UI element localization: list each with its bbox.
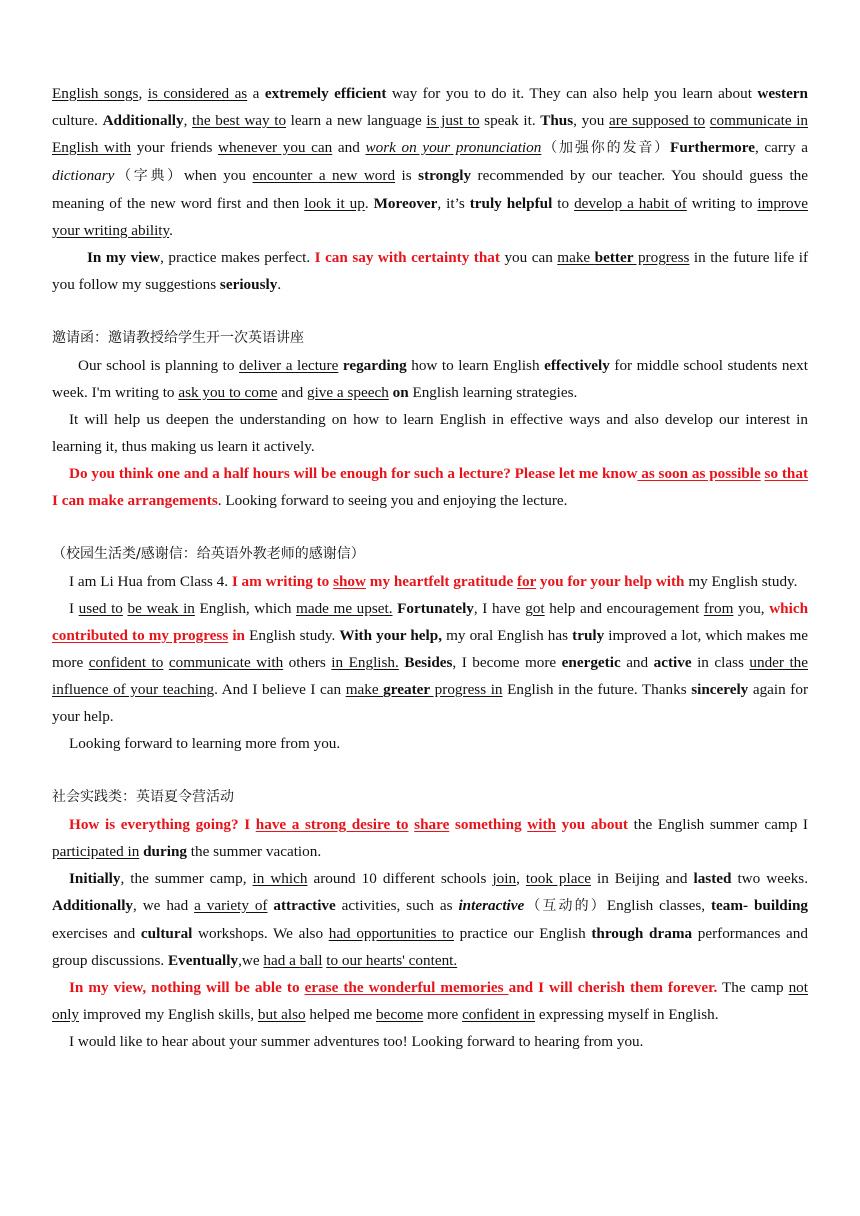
phrase: in which [252, 870, 308, 887]
highlight-phrase: for [517, 573, 537, 590]
text: English in the future. Thanks [502, 681, 692, 698]
phrase: look it up [304, 195, 365, 212]
text: in the future life if you follow my suggestions [52, 249, 809, 293]
keyword: With your help, [339, 627, 442, 644]
keyword: extremely efficient [264, 85, 387, 102]
keyword: Eventually [168, 952, 239, 969]
text: is [395, 167, 419, 184]
keyword: greater [383, 681, 431, 698]
phrase: deliver a lecture [239, 357, 339, 374]
paragraph-invitation-closing [52, 460, 808, 514]
text: you can [499, 249, 558, 266]
text: writing to [686, 195, 758, 212]
paragraph-camp-activities [52, 865, 808, 974]
keyword: cultural [140, 925, 193, 942]
text: helped me [305, 1006, 377, 1023]
text: and [277, 384, 307, 401]
phrase: made me upset. [296, 600, 393, 617]
phrase: encounter a new word [252, 167, 396, 184]
text: , the summer camp, [120, 870, 253, 887]
text: a [247, 85, 265, 102]
highlight-sentence: my heartfelt gratitude [366, 573, 517, 590]
highlight-sentence: I can make arrangements [52, 492, 218, 509]
chinese-gloss: （互动的） [524, 898, 607, 914]
paragraph-camp-closing: I would like to hear about your summer adventures too! Looking forward to hearing from you. [69, 1033, 644, 1050]
phrase: from [703, 600, 734, 617]
text: speak it. [479, 112, 541, 129]
text: way for you to do it. They can also help you learn about [386, 85, 758, 102]
text: in Beijing and [590, 870, 694, 887]
text: recommended by our teacher. You should guess the meaning of the new word first and then [52, 167, 808, 212]
highlight-phrase: show [333, 573, 366, 590]
text: I [69, 600, 79, 617]
phrase: give a speech [306, 384, 389, 401]
paragraph-learning-tips [52, 80, 808, 244]
phrase: become [376, 1006, 424, 1023]
highlight-sentence: which [769, 600, 809, 617]
keyword: better [594, 249, 634, 266]
text: , [183, 112, 193, 129]
text: my English study. [684, 573, 798, 590]
keyword: Thus [540, 112, 574, 129]
highlight-sentence: I can say with certainty that [314, 249, 500, 266]
keyword: truly helpful [469, 195, 553, 212]
text: , we had [133, 897, 195, 914]
keyword: active [653, 654, 692, 671]
keyword: western [757, 85, 808, 102]
phrase: confident in [462, 1006, 536, 1023]
keyword: Moreover [373, 195, 438, 212]
text: . [169, 222, 173, 239]
highlight-sentence: How is everything going? I [69, 816, 256, 833]
phrase: is just to [426, 112, 480, 129]
text: when you [183, 167, 253, 184]
paragraph-thanks-body [52, 595, 808, 730]
text: more [423, 1006, 463, 1023]
keyword-italic: dictionary [52, 167, 115, 184]
phrase: communicate in English with [52, 112, 809, 156]
text: performances and group discussions. [52, 925, 808, 969]
text: exercises and [52, 925, 141, 942]
text: English study. [245, 627, 340, 644]
keyword: sincerely [691, 681, 749, 698]
text: expressing myself in English. [535, 1006, 719, 1023]
paragraph-invitation-benefit: It will help us deepen the understanding on how to learn English in effective ways and also develop our interest in learning it, thus making us learn it actively. [52, 411, 808, 455]
keyword: effectively [544, 357, 610, 374]
highlight-sentence: In my view, nothing will be able to [69, 979, 305, 996]
text: around 10 different schools [307, 870, 493, 887]
phrase: not only [52, 979, 808, 1023]
highlight-phrase: erase the wonderful memories [304, 979, 509, 996]
highlight-phrase: as soon as possible [637, 465, 761, 482]
chinese-gloss: （字典） [114, 168, 184, 184]
text: learn a new language [286, 112, 427, 129]
phrase: in English. [331, 654, 399, 671]
section-heading-invitation: 邀请函：邀请教授给学生开一次英语讲座 [52, 330, 304, 346]
text: . Looking forward to seeing you and enjoying the lecture. [217, 492, 568, 509]
keyword: Besides [404, 654, 453, 671]
keyword: on [392, 384, 409, 401]
phrase: make [557, 249, 595, 266]
keyword: strongly [418, 167, 472, 184]
phrase: make [345, 681, 384, 698]
phrase: but also [257, 1006, 306, 1023]
text: in class [691, 654, 750, 671]
spacer [52, 298, 808, 325]
text: others [283, 654, 332, 671]
section-heading-summer-camp: 社会实践类：英语夏令营活动 [52, 789, 234, 805]
text: English classes, [606, 897, 711, 914]
highlight-phrase: share [414, 816, 450, 833]
paragraph-camp-reflection [52, 974, 808, 1028]
keyword: lasted [693, 870, 732, 887]
text: the English summer camp I [628, 816, 808, 833]
text: culture. [52, 112, 103, 129]
spacer [52, 514, 808, 541]
text: help and encouragement [544, 600, 704, 617]
paragraph-conclusion [52, 244, 808, 298]
text: for middle school students next week. I'm writing to [52, 357, 808, 401]
phrase: whenever you can [218, 139, 333, 156]
phrase: had opportunities to [328, 925, 454, 942]
keyword: In my view [87, 249, 161, 266]
phrase: got [525, 600, 545, 617]
keyword: energetic [561, 654, 621, 671]
phrase: is considered as [147, 85, 248, 102]
phrase: English songs [52, 85, 139, 102]
text: improved my English skills, [79, 1006, 258, 1023]
highlight-sentence: you about [555, 816, 628, 833]
spacer [52, 757, 808, 784]
phrase: communicate with [168, 654, 284, 671]
text: , [516, 870, 526, 887]
text: The camp [717, 979, 789, 996]
phrase: be weak in [127, 600, 195, 617]
keyword: during [143, 843, 187, 860]
section-heading-thank-you: （校园生活类/感谢信：给英语外教老师的感谢信） [52, 546, 365, 562]
phrase: improve your writing ability [52, 195, 808, 239]
phrase: are supposed to [609, 112, 706, 129]
paragraph-invitation-intro [52, 352, 808, 406]
keyword: seriously [219, 276, 278, 293]
paragraph-thanks-intro [52, 568, 808, 595]
highlight-sentence: I am writing to [231, 573, 334, 590]
phrase: to our hearts' content. [326, 952, 458, 969]
text: , practice makes perfect. [160, 249, 315, 266]
keyword: Furthermore [670, 139, 755, 156]
keyword: attractive [273, 897, 336, 914]
text: , it’s [437, 195, 470, 212]
text: and [332, 139, 366, 156]
text: again for your help. [52, 681, 809, 725]
phrase: the best way to [192, 112, 287, 129]
keyword: Initially [69, 870, 121, 887]
keyword: truly [572, 627, 605, 644]
keyword: team- building [710, 897, 808, 914]
phrase: confident to [88, 654, 164, 671]
text: my oral English has [442, 627, 573, 644]
highlight-sentence: and I will cherish them forever. [508, 979, 718, 996]
phrase: used to [78, 600, 123, 617]
phrase: progress in [430, 681, 503, 698]
document-page [52, 80, 808, 1055]
text: to [552, 195, 575, 212]
text: activities, such as [335, 897, 459, 914]
text: . [364, 195, 374, 212]
text: the summer vacation. [187, 843, 322, 860]
keyword: regarding [342, 357, 407, 374]
highlight-phrase: with [527, 816, 556, 833]
phrase: work on your pronunciation [365, 139, 542, 156]
paragraph-camp-intro [52, 811, 808, 865]
text: improved a lot, which makes me more [52, 627, 809, 671]
text: practice our English [453, 925, 592, 942]
keyword: Fortunately [397, 600, 474, 617]
text: you, [733, 600, 770, 617]
text: ,we [238, 952, 264, 969]
chinese-gloss: （加强你的发音） [541, 140, 671, 156]
paragraph-thanks-closing: Looking forward to learning more from you. [69, 735, 341, 752]
phrase: participated in [52, 843, 140, 860]
highlight-phrase: so that [764, 465, 809, 482]
keyword-italic: interactive [458, 897, 525, 914]
text: , I become more [452, 654, 562, 671]
highlight-phrase: contributed to my progress [52, 627, 229, 644]
text: how to learn English [406, 357, 545, 374]
highlight-sentence: in [228, 627, 246, 644]
text: and [620, 654, 654, 671]
text: , I have [473, 600, 526, 617]
phrase: join [492, 870, 517, 887]
highlight-sentence: Do you think one and a half hours will be enough for such a lecture? Please let me know [69, 465, 638, 482]
keyword: through drama [591, 925, 693, 942]
phrase: develop a habit of [574, 195, 687, 212]
highlight-sentence: something [449, 816, 528, 833]
text: . And I believe I can [214, 681, 346, 698]
phrase: had a ball [263, 952, 323, 969]
highlight-sentence: you for your help with [536, 573, 685, 590]
text: I am Li Hua from Class 4. [69, 573, 232, 590]
phrase: took place [525, 870, 591, 887]
keyword: Additionally [102, 112, 184, 129]
text: . [277, 276, 282, 293]
keyword: Additionally [52, 897, 134, 914]
text: your friends [131, 139, 219, 156]
phrase: ask you to come [178, 384, 278, 401]
text: two weeks. [731, 870, 809, 887]
phrase: under the influence of your teaching [52, 654, 809, 698]
text: workshops. We also [192, 925, 329, 942]
phrase: a variety of [194, 897, 268, 914]
text: , you [573, 112, 609, 129]
text: Our school is planning to [78, 357, 240, 374]
text: , [138, 85, 148, 102]
text: , carry a [754, 139, 808, 156]
phrase: progress [633, 249, 690, 266]
text: English, which [194, 600, 297, 617]
text: English learning strategies. [408, 384, 578, 401]
highlight-phrase: have a strong desire to [255, 816, 409, 833]
